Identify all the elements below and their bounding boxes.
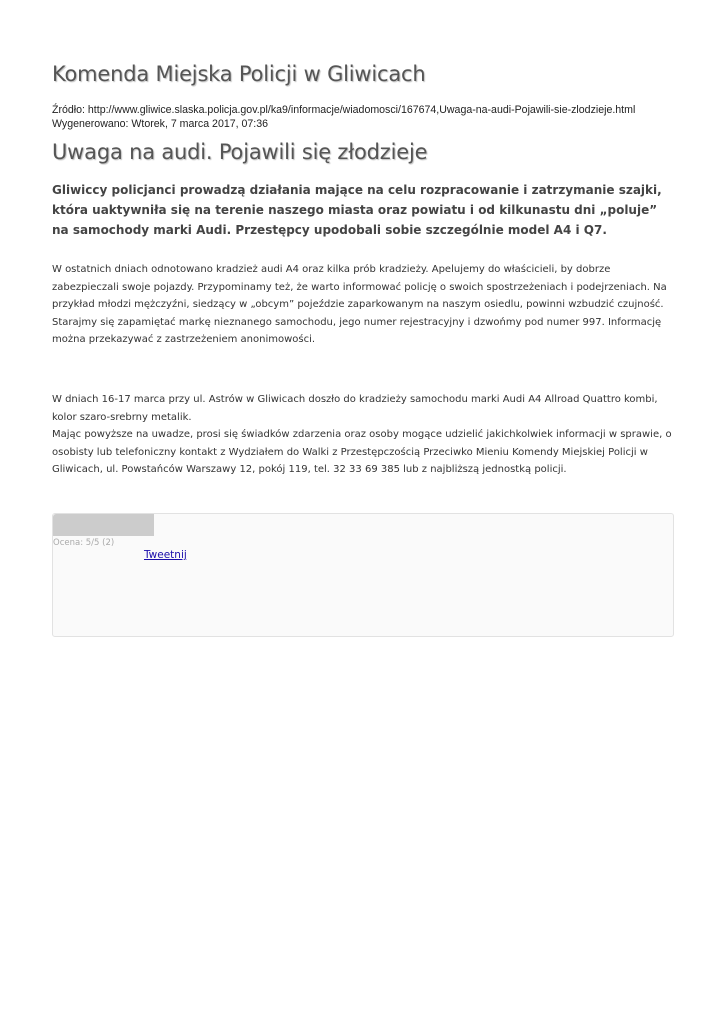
article-title: Uwaga na audi. Pojawili się złodzieje bbox=[52, 140, 428, 164]
rating-label: Ocena: 5/5 (2) bbox=[53, 538, 115, 548]
article-lead: Gliwiccy policjanci prowadzą działania mające na celu rozpracowanie i zatrzymanie szajki, która uaktywniła się na terenie naszego miasta oraz powiatu i od kilkunastu dni „poluje” na samochody marki Audi. Przestępcy upodobali sobie szczególnie model A4 i Q7. bbox=[52, 183, 662, 237]
article-paragraph-2 bbox=[52, 391, 674, 479]
article-paragraph-1: W ostatnich dniach odnotowano kradzież audi A4 oraz kilka prób kradzieży. Apelujemy do właścicieli, by dobrze zabezpieczali swoje pojazdy. Przypominamy też, że warto informować policję o swoich spostrzeżeniach i podejrzeniach. Na przykład młodzi mężczyźni, siedzący w „obcym” pojeździe zaparkowanym na naszym osiedlu, powinni wzbudzić czujność. Starajmy się zapamiętać markę nieznanego samochodu, jego numer rejestracyjny i dzwońmy pod numer 997. Informację można przekazywać z zastrzeżeniem anonimowości. bbox=[52, 264, 667, 345]
document-meta bbox=[52, 103, 635, 131]
article-paragraph-2b: Mając powyższe na uwadze, prosi się świadków zdarzenia oraz osoby mogące udzielić jakichkolwiek informacji w sprawie, o osobisty lub telefoniczny kontakt z Wydziałem do Walki z Przestępczością Przeciwko Mieniu Komendy Miejskiej Policji w Gliwicach, ul. Powstańców Warszawy 12, pokój 119, tel. 32 33 69 385 lub z najbliższą jednostką policji. bbox=[52, 429, 672, 475]
rating-bar[interactable] bbox=[53, 514, 154, 536]
source-line: Źródło: http://www.gliwice.slaska.policja.gov.pl/ka9/informacje/wiadomosci/167674,Uwaga-na-audi-Pojawili-sie-zlodzieje.html bbox=[52, 104, 636, 116]
rating-share-widget bbox=[52, 513, 674, 637]
generated-line: Wygenerowano: Wtorek, 7 marca 2017, 07:36 bbox=[52, 118, 269, 130]
site-title: Komenda Miejska Policji w Gliwicach bbox=[52, 62, 426, 86]
tweet-link[interactable]: Tweetnij bbox=[144, 549, 187, 561]
article-paragraph-2a: W dniach 16-17 marca przy ul. Astrów w Gliwicach doszło do kradzieży samochodu marki Audi A4 Allroad Quattro kombi, kolor szaro-srebrny metalik. bbox=[52, 394, 658, 423]
